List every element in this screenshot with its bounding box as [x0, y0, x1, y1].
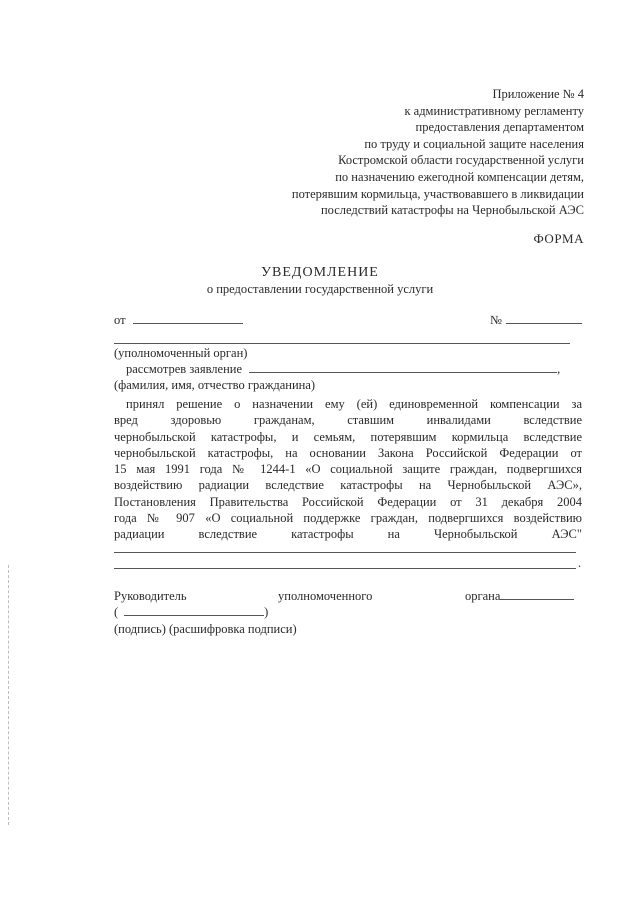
- appendix-line: по труду и социальной защите населения: [364, 136, 584, 151]
- appendix-block: [254, 86, 584, 219]
- scan-edge-mark: [8, 565, 10, 825]
- application-label: рассмотрев заявление: [126, 362, 243, 376]
- organ-blank-line[interactable]: [114, 343, 570, 344]
- from-label: от: [114, 313, 126, 327]
- application-blank-line: [249, 371, 557, 373]
- close-paren: ): [264, 605, 269, 619]
- body-line: 15 мая 1991 года № 1244-1 «О социальной защите граждан, подвергшихся: [114, 462, 582, 477]
- fio-hint: (фамилия, имя, отчество гражданина): [114, 378, 316, 392]
- from-blank-line: [133, 322, 243, 324]
- body-line: принял решение о назначении ему (ей) единовременной компенсации за: [126, 397, 582, 411]
- signature-hint: (подпись) (расшифровка подписи): [114, 622, 297, 636]
- body-line: воздействию радиации вследствие катастрофы на Чернобыльской АЭС»,: [114, 478, 582, 493]
- appendix-line: предоставления департаментом: [415, 120, 584, 135]
- appendix-line: Костромской области государственной услуги: [338, 153, 584, 168]
- open-paren: (: [114, 605, 119, 619]
- body-line: радиации вследствие катастрофы на Чернобыльской АЭС": [114, 527, 582, 542]
- trailing-period: .: [578, 556, 582, 570]
- body-blank-line-2[interactable]: [114, 568, 576, 569]
- decision-body: [114, 396, 582, 543]
- appendix-line: последствий катастрофы на Чернобыльской АЭС: [320, 203, 584, 218]
- body-line: Постановления Правительства Российской Федерации от 31 декабря 2004: [114, 494, 582, 509]
- signature-organ-field[interactable]: [465, 589, 574, 604]
- body-line: года № 907 «О социальной поддержке граждан, подвергшихся воздействию: [114, 511, 582, 526]
- application-field[interactable]: [126, 362, 560, 377]
- appendix-line: по назначению ежегодной компенсации детям,: [335, 169, 584, 184]
- signature-name-field[interactable]: [114, 605, 268, 620]
- body-line: чернобыльской катастрофы, на основании Закона Российской Федерации от: [114, 445, 582, 460]
- document-title: УВЕДОМЛЕНИЕ: [261, 265, 379, 280]
- signature-word-authorized: уполномоченного: [278, 589, 373, 603]
- signature-word-head: Руководитель: [114, 589, 187, 603]
- number-field[interactable]: [490, 313, 582, 328]
- signature-organ-blank-line: [500, 598, 574, 600]
- form-label: ФОРМА: [533, 231, 584, 246]
- number-blank-line: [506, 322, 582, 324]
- appendix-line: к административному регламенту: [404, 103, 584, 118]
- number-label: №: [490, 313, 502, 327]
- appendix-line: потерявшим кормильца, участвовавшего в ликвидации: [291, 186, 584, 201]
- appendix-line: Приложение № 4: [492, 87, 584, 101]
- from-field[interactable]: [114, 313, 243, 328]
- body-blank-line-1[interactable]: [114, 552, 576, 553]
- signature-word-organ: органа: [465, 589, 501, 603]
- document-subtitle: о предоставлении государственной услуги: [206, 282, 434, 296]
- body-line: вред здоровью гражданам, ставшим инвалидами вследствие: [114, 413, 582, 428]
- organ-hint: (уполномоченный орган): [114, 346, 248, 360]
- body-line: чернобыльской катастрофы, и семьям, потерявшим кормильца вследствие: [114, 429, 582, 444]
- signature-name-blank-line: [124, 614, 264, 616]
- application-comma: ,: [557, 362, 561, 376]
